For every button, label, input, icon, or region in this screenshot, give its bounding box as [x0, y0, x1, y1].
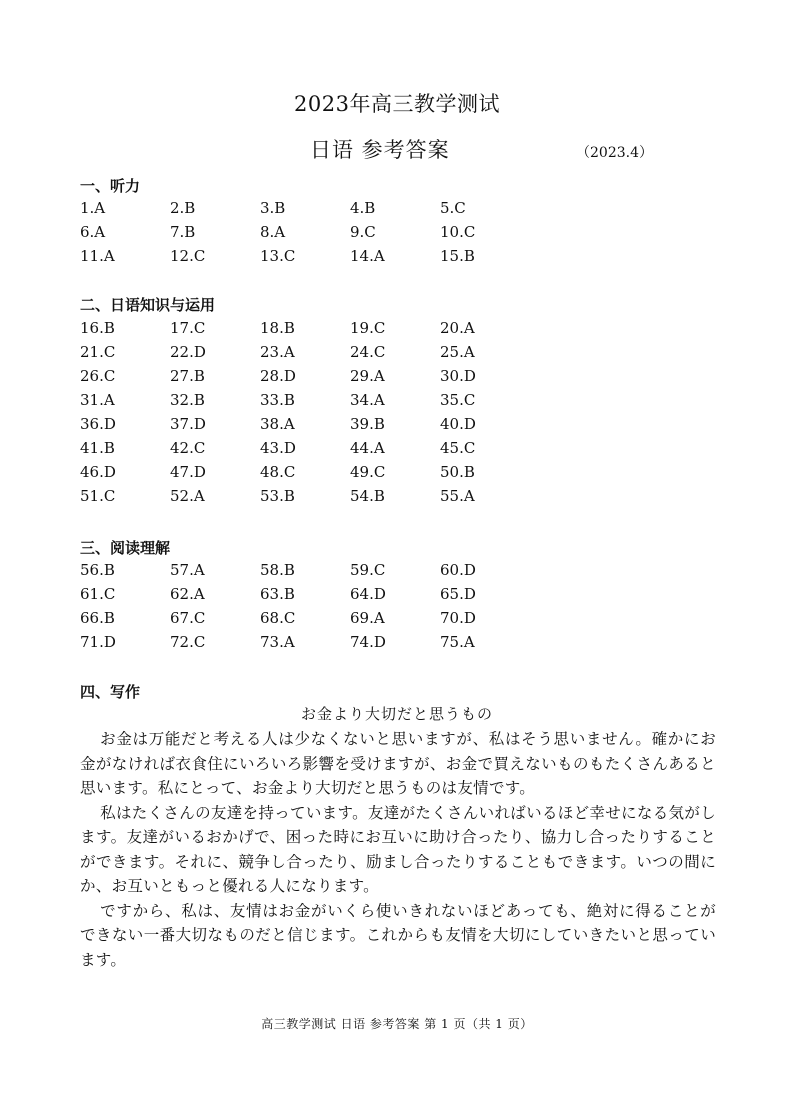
section-heading-knowledge: 二、日语知识与运用 [80, 296, 216, 314]
essay-paragraph: お金は万能だと考える人は少なくないと思いますが、私はそう思いません。確かにお金がなければ衣食住にいろいろ影響を受けますが、お金で買えないものもたくさんあると思います。私にとって、お金より大切だと思うものは友情です。 [80, 730, 716, 797]
answer-cell: 31.A [80, 391, 115, 409]
answer-cell: 20.A [440, 319, 475, 337]
answer-cell: 58.B [260, 561, 295, 579]
answer-cell: 14.A [350, 247, 385, 265]
answer-cell: 51.C [80, 487, 116, 505]
answer-cell: 50.B [440, 463, 475, 481]
answer-cell: 38.A [260, 415, 295, 433]
answer-cell: 72.C [170, 633, 206, 651]
answer-cell: 27.B [170, 367, 205, 385]
section-heading-reading: 三、阅读理解 [80, 539, 171, 557]
answer-cell: 71.D [80, 633, 116, 651]
answer-cell: 53.B [260, 487, 295, 505]
answer-cell: 54.B [350, 487, 385, 505]
essay-paragraph: ですから、私は、友情はお金がいくら使いきれないほどあっても、絶対に得ることができない一番大切なものだと信じます。これからも友情を大切にしていきたいと思っています。 [80, 901, 716, 969]
answer-cell: 43.D [260, 439, 296, 457]
answer-cell: 56.B [80, 561, 115, 579]
answer-cell: 63.B [260, 585, 295, 603]
page-title: 2023年高三教学测试 [294, 92, 500, 116]
answer-cell: 60.D [440, 561, 476, 579]
answer-grid-knowledge [80, 316, 580, 508]
answer-cell: 34.A [350, 391, 385, 409]
answer-cell: 49.C [350, 463, 386, 481]
answer-cell: 28.D [260, 367, 296, 385]
answer-cell: 57.A [170, 561, 205, 579]
answer-cell: 66.B [80, 609, 115, 627]
answer-cell: 55.A [440, 487, 475, 505]
answer-cell: 68.C [260, 609, 296, 627]
answer-cell: 15.B [440, 247, 475, 265]
answer-cell: 30.D [440, 367, 476, 385]
answer-cell: 36.D [80, 415, 116, 433]
answer-cell: 18.B [260, 319, 295, 337]
essay-paragraph: 私はたくさんの友達を持っています。友達がたくさんいればいるほど幸せになる気がします。友達がいるおかげで、困った時にお互いに助け合ったり、協力し合ったりすることができます。それに、競争し合ったり、励まし合ったりすることもできます。いつの間にか、お互いともっと優れる人になります。 [80, 803, 716, 895]
answer-cell: 61.C [80, 585, 116, 603]
answer-cell: 19.C [350, 319, 386, 337]
answer-cell: 5.C [440, 199, 466, 217]
answer-cell: 70.D [440, 609, 476, 627]
answer-cell: 69.A [350, 609, 385, 627]
answer-cell: 37.D [170, 415, 206, 433]
answer-cell: 67.C [170, 609, 206, 627]
answer-cell: 11.A [80, 247, 115, 265]
answer-cell: 64.D [350, 585, 386, 603]
page-subtitle: 日语 参考答案 [310, 138, 450, 162]
answer-cell: 52.A [170, 487, 205, 505]
answer-cell: 39.B [350, 415, 385, 433]
answer-cell: 10.C [440, 223, 476, 241]
answer-cell: 45.C [440, 439, 476, 457]
answer-cell: 21.C [80, 343, 116, 361]
answer-grid-reading [80, 558, 580, 654]
answer-cell: 6.A [80, 223, 106, 241]
answer-cell: 7.B [170, 223, 196, 241]
answer-cell: 47.D [170, 463, 206, 481]
answer-cell: 32.B [170, 391, 205, 409]
answer-cell: 4.B [350, 199, 376, 217]
answer-cell: 23.A [260, 343, 295, 361]
section-heading-listening: 一、听力 [80, 177, 141, 195]
essay-title: お金より大切だと思うもの [300, 705, 493, 723]
answer-grid-listening [80, 196, 580, 268]
answer-cell: 26.C [80, 367, 116, 385]
answer-cell: 74.D [350, 633, 386, 651]
answer-cell: 65.D [440, 585, 476, 603]
answer-cell: 48.C [260, 463, 296, 481]
answer-cell: 16.B [80, 319, 115, 337]
section-heading-writing: 四、写作 [80, 683, 141, 701]
page-footer: 高三教学测试 日语 参考答案 第 1 页（共 1 页） [261, 1017, 533, 1031]
answer-cell: 35.C [440, 391, 476, 409]
answer-cell: 75.A [440, 633, 475, 651]
answer-cell: 46.D [80, 463, 116, 481]
answer-cell: 33.B [260, 391, 295, 409]
answer-cell: 29.A [350, 367, 385, 385]
answer-cell: 12.C [170, 247, 206, 265]
answer-cell: 9.C [350, 223, 376, 241]
answer-cell: 2.B [170, 199, 196, 217]
answer-cell: 17.C [170, 319, 206, 337]
answer-cell: 42.C [170, 439, 206, 457]
answer-cell: 22.D [170, 343, 206, 361]
answer-cell: 44.A [350, 439, 385, 457]
answer-cell: 41.B [80, 439, 115, 457]
answer-cell: 40.D [440, 415, 476, 433]
answer-cell: 73.A [260, 633, 295, 651]
test-date: （2023.4） [576, 145, 653, 161]
answer-cell: 3.B [260, 199, 286, 217]
answer-cell: 1.A [80, 199, 106, 217]
answer-cell: 59.C [350, 561, 386, 579]
answer-cell: 24.C [350, 343, 386, 361]
answer-cell: 13.C [260, 247, 296, 265]
essay-body [80, 727, 716, 972]
answer-cell: 62.A [170, 585, 205, 603]
answer-cell: 25.A [440, 343, 475, 361]
answer-cell: 8.A [260, 223, 286, 241]
